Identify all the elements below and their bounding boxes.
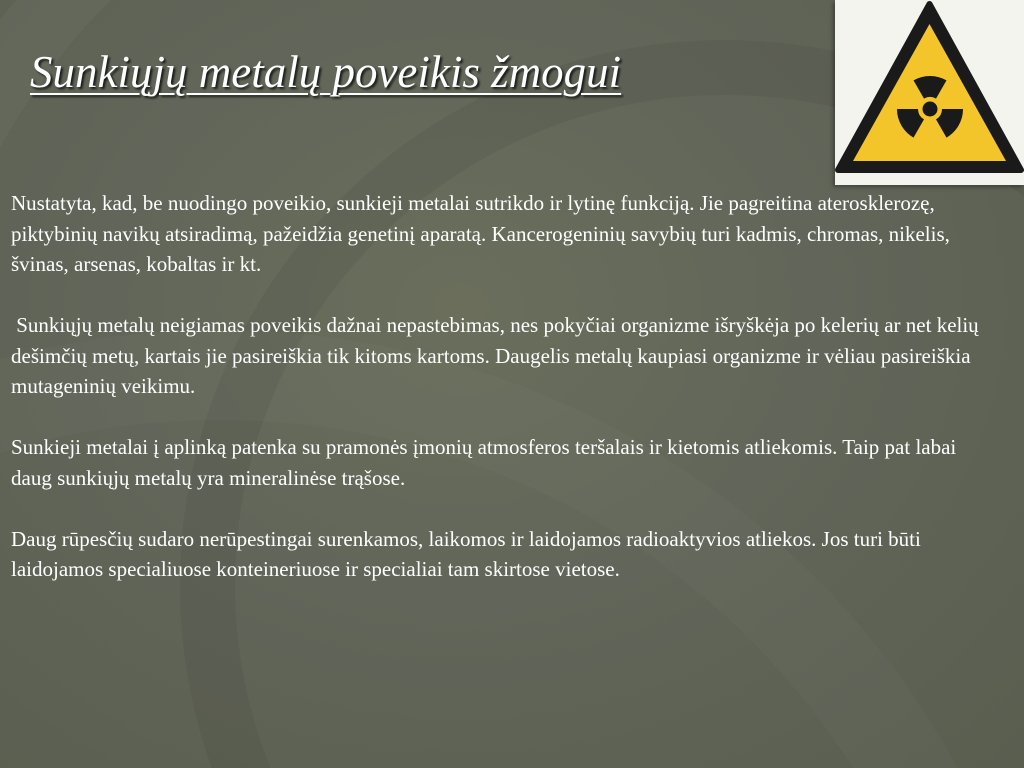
paragraph: Nustatyta, kad, be nuodingo poveikio, sunkieji metalai sutrikdo ir lytinę funkciją. Jie pagreitina aterosklerozę, piktybinių navikų atsiradimą, pažeidžia genetinį aparatą. Kancerogeninių savybių turi kadmis, chromas, nikelis, švinas, arsenas, kobaltas ir kt. [11, 191, 950, 276]
radiation-warning-icon [835, 0, 1024, 185]
paragraph: Daug rūpesčių sudaro nerūpestingai surenkamos, laikomos ir laidojamos radioaktyvios atliekos. Jos turi būti laidojamos specialiuose konteineriuose ir specialiai tam skirtose vietose. [11, 526, 921, 581]
slide-title: Sunkiųjų metalų poveikis žmogui [30, 47, 622, 97]
radiation-warning-image [835, 0, 1024, 185]
paragraph: Sunkieji metalai į aplinką patenka su pramonės įmonių atmosferos teršalais ir kietomis atliekomis. Taip pat labai daug sunkiųjų metalų yra mineralinėse trąšose. [11, 435, 957, 490]
paragraph: Sunkiųjų metalų neigiamas poveikis dažnai nepastebimas, nes pokyčiai organizme išryškėja po kelerių ar net kelių dešimčių metų, kartais jie pasireiškia tik kitoms kartoms. Daugelis metalų kaupiasi organizme ir vėliau pasireiškia mutageninių veikimu. [11, 313, 979, 398]
trefoil-center [923, 102, 938, 117]
slide-body [11, 188, 1001, 615]
